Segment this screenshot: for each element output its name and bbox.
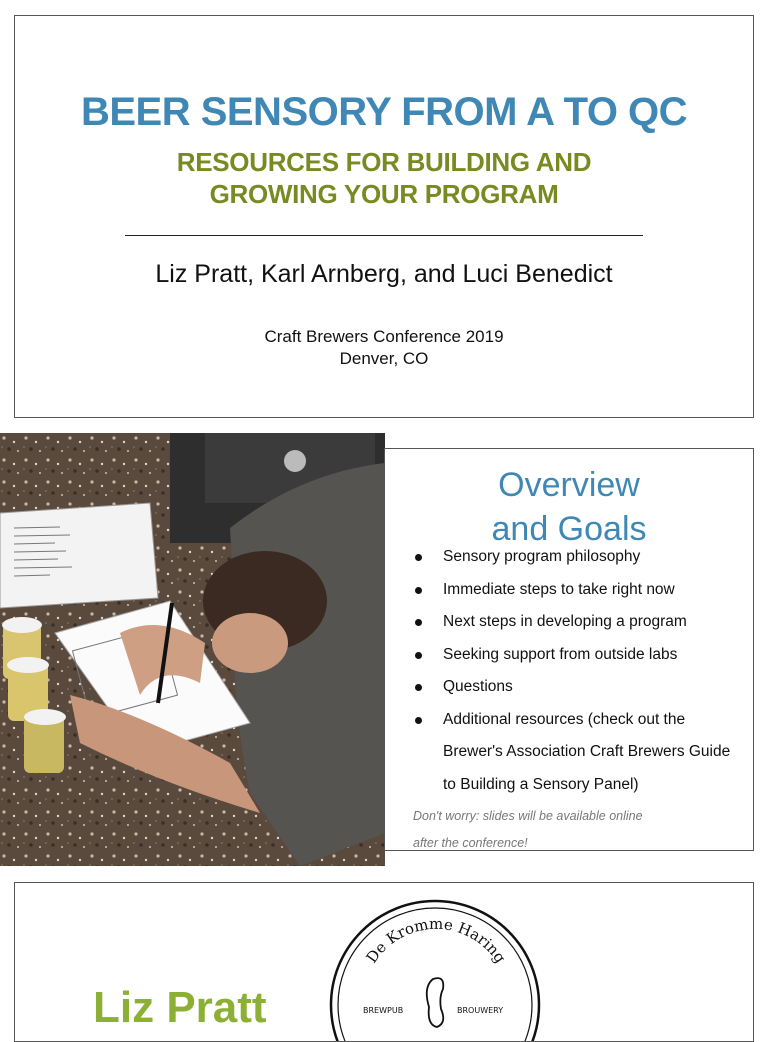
bullet-icon <box>415 717 422 724</box>
herring-icon <box>427 978 444 1027</box>
conference-name: Craft Brewers Conference 2019 <box>264 327 504 346</box>
bullet-icon <box>415 684 422 691</box>
list-item-text: Immediate steps to take right now <box>443 580 675 598</box>
list-item-text: Questions <box>443 678 513 695</box>
subtitle-line-2: GROWING YOUR PROGRAM <box>209 179 559 209</box>
note-line-1: Don't worry: slides will be available online <box>413 809 643 823</box>
bullet-icon <box>415 587 422 594</box>
note-line-2: after the conference! <box>413 836 528 850</box>
heading-line-2: and Goals <box>491 510 647 548</box>
bullet-icon <box>415 652 422 659</box>
subtitle-line-1: RESOURCES FOR BUILDING AND <box>176 147 592 177</box>
divider <box>125 235 643 236</box>
list-item <box>411 574 741 607</box>
conference-info <box>15 326 753 370</box>
list-item <box>411 541 741 574</box>
speaker-name: Liz Pratt <box>93 983 267 1032</box>
sensory-photo <box>0 433 385 866</box>
list-item <box>411 639 741 672</box>
list-item-text: Sensory program philosophy <box>443 548 641 565</box>
slide-title: BEER SENSORY FROM A TO QC <box>80 90 688 134</box>
list-item-text: Seeking support from outside labs <box>443 645 678 663</box>
brewery-logo <box>327 897 543 1042</box>
title-slide <box>14 15 754 418</box>
list-item <box>411 606 741 639</box>
list-item <box>411 704 741 802</box>
availability-note <box>413 803 693 857</box>
logo-left-text: BREWPUB <box>363 1006 404 1015</box>
speaker-slide <box>14 882 754 1042</box>
overview-slide <box>384 448 754 851</box>
bullet-icon <box>415 619 422 626</box>
bullet-icon <box>415 554 422 561</box>
logo-right-text: BROUWERY <box>457 1006 504 1015</box>
list-item-text: Next steps in developing a program <box>443 613 687 630</box>
overview-heading <box>385 463 753 551</box>
slide-subtitle <box>15 146 753 210</box>
logo-arc-text: De Kromme Haring <box>362 914 510 967</box>
heading-line-1: Overview <box>498 466 640 504</box>
authors: Liz Pratt, Karl Arnberg, and Luci Benedict <box>155 260 613 288</box>
goals-list <box>411 541 741 801</box>
list-item-text: Additional resources (check out the Brewer's Association Craft Brewers Guide to Building a Sensory Panel) <box>443 710 731 793</box>
conference-location: Denver, CO <box>339 349 429 368</box>
list-item <box>411 671 741 704</box>
